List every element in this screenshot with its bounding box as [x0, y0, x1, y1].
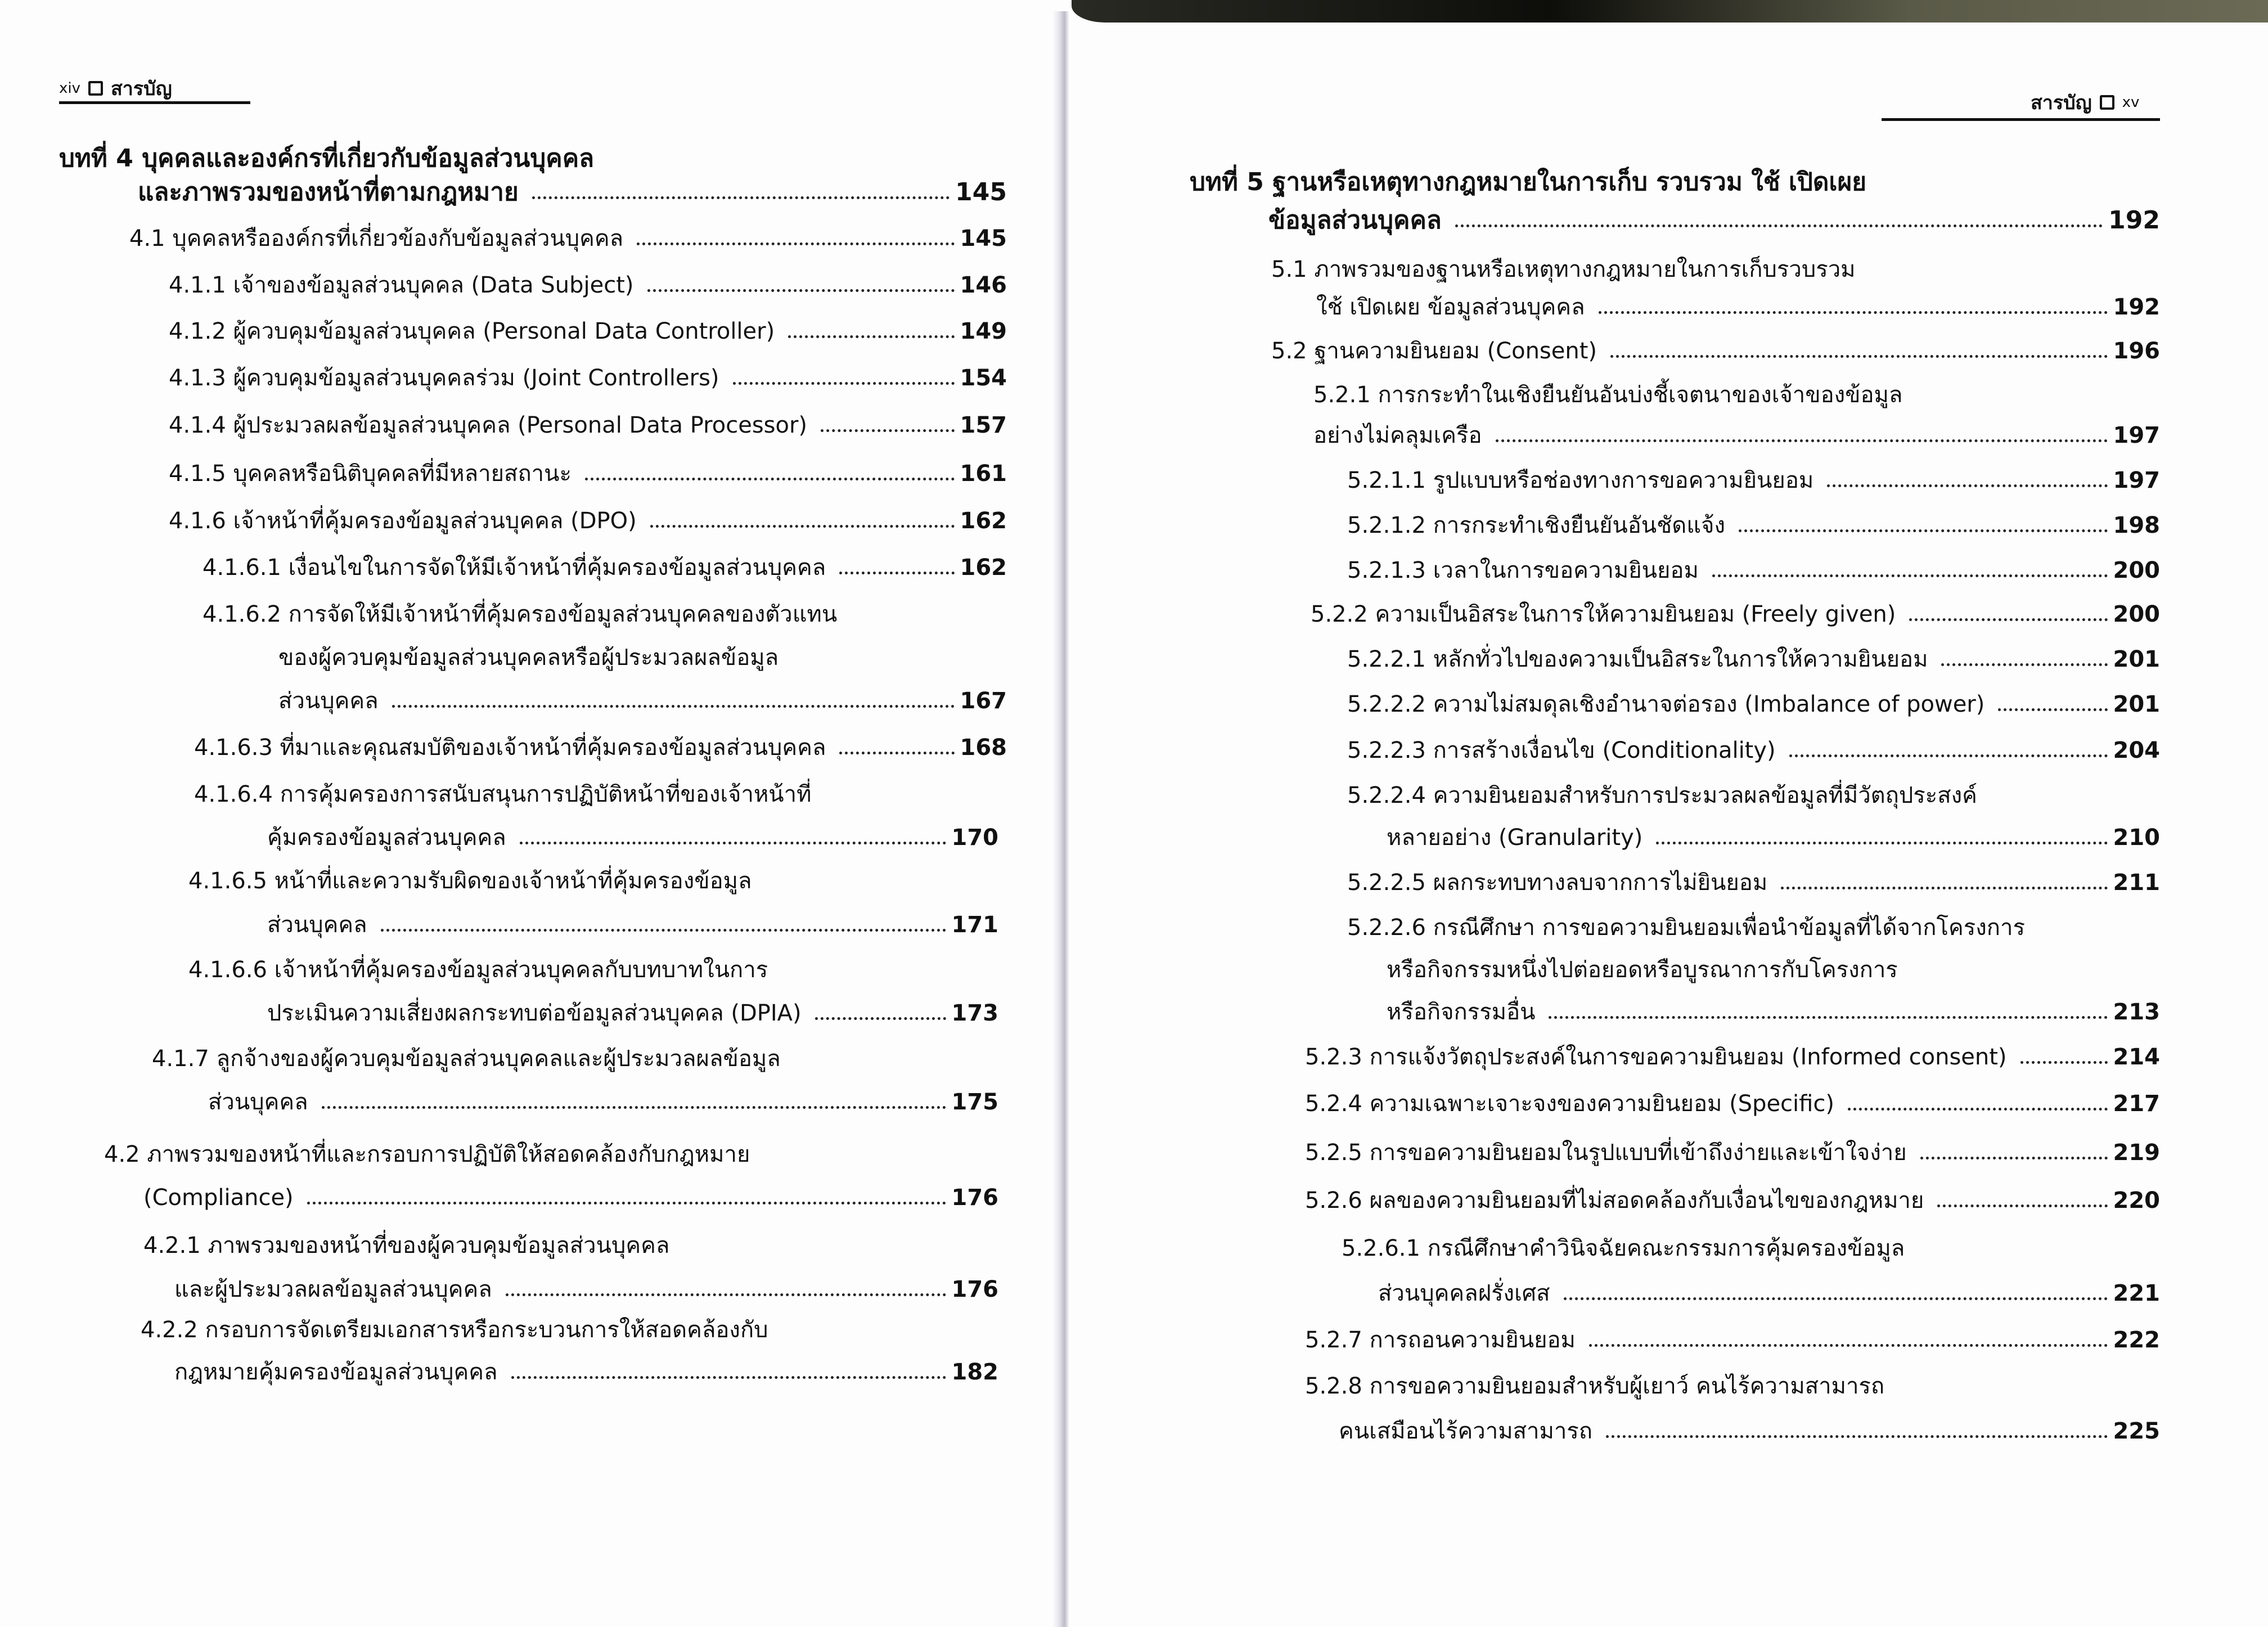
toc-entry-4-1-3[interactable]: 4.1.3 ผู้ควบคุมข้อมูลส่วนบุคคลร่วม (Joint Controllers) 154: [169, 365, 1007, 391]
toc-entry-4-2-2[interactable]: กฎหมายคุ้มครองข้อมูลส่วนบุคคล 182: [174, 1359, 998, 1385]
toc-entry-5-2-1-1[interactable]: 5.2.1.1 รูปแบบหรือช่องทางการขอความยินยอม 197: [1347, 468, 2160, 493]
toc-entry-5-2-2-6-line2: หรือกิจกรรมหนึ่งไปต่อยอดหรือบูรณาการกับโครงการ: [1387, 957, 1898, 983]
page-number: xv: [2122, 94, 2140, 111]
toc-entry-5-2-2[interactable]: 5.2.2 ความเป็นอิสระในการให้ความยินยอม (Freely given) 200: [1311, 601, 2160, 627]
page-ref: 200: [2113, 601, 2160, 627]
toc-entry-5-2-2-2[interactable]: 5.2.2.2 ความไม่สมดุลเชิงอำนาจต่อรอง (Imbalance of power) 201: [1347, 691, 2160, 717]
leader-dots: [1941, 663, 2107, 666]
toc-entry-5-2-6[interactable]: 5.2.6 ผลของความยินยอมที่ไม่สอดคล้องกับเงื่อนไขของกฎหมาย 220: [1305, 1188, 2160, 1213]
toc-entry-5-1-line1: 5.1 ภาพรวมของฐานหรือเหตุทางกฎหมายในการเก็บรวบรวม: [1271, 257, 1856, 282]
leader-dots: [1998, 708, 2107, 711]
page-ref: 198: [2113, 513, 2160, 538]
page-ref: 192: [2113, 294, 2160, 320]
leader-dots: [1781, 887, 2107, 889]
leader-dots: [1920, 1157, 2108, 1159]
page-ref: 182: [951, 1359, 998, 1385]
page-ref: 176: [951, 1185, 998, 1211]
toc-entry-4-1-5[interactable]: 4.1.5 บุคคลหรือนิติบุคคลที่มีหลายสถานะ 161: [169, 461, 1007, 487]
toc-entry-5-2-8-line1: 5.2.8 การขอความยินยอมสำหรับผู้เยาว์ คนไร้ความสามารถ: [1305, 1373, 1885, 1399]
page-ref: 171: [951, 912, 998, 938]
toc-entry-4-1-6-2-line1: 4.1.6.2 การจัดให้มีเจ้าหน้าที่คุ้มครองข้อมูลส่วนบุคคลของตัวแทน: [202, 601, 838, 627]
leader-dots: [322, 1106, 946, 1109]
page-ref: 213: [2113, 999, 2160, 1025]
scan-background-edge: [1072, 0, 2268, 23]
leader-dots: [1739, 529, 2108, 532]
page-ref: 157: [960, 412, 1007, 438]
toc-entry-5-2-1-3[interactable]: 5.2.1.3 เวลาในการขอความยินยอม 200: [1347, 558, 2160, 583]
toc-entry-5-2-6-1-line1: 5.2.6.1 กรณีศึกษาคำวินิจฉัยคณะกรรมการคุ้มครองข้อมูล: [1342, 1235, 1905, 1261]
leader-dots: [392, 705, 955, 708]
leader-dots: [1496, 439, 2108, 442]
toc-entry-5-2-2-4[interactable]: หลายอย่าง (Granularity) 210: [1387, 825, 2160, 851]
toc-entry-4-1[interactable]: 4.1 บุคคลหรือองค์กรที่เกี่ยวข้องกับข้อมูลส่วนบุคคล 145: [129, 226, 1007, 251]
toc-entry-5-2-2-6-line1: 5.2.2.6 กรณีศึกษา การขอความยินยอมเพื่อนำข้อมูลที่ได้จากโครงการ: [1347, 915, 2025, 941]
left-running-header: [59, 73, 172, 104]
toc-entry-5-1[interactable]: ใช้ เปิดเผย ข้อมูลส่วนบุคคล 192: [1316, 294, 2160, 320]
page-ref: 145: [955, 178, 1007, 206]
page-ref: 173: [951, 1000, 998, 1026]
toc-entry-4-1-6-2-line2: ของผู้ควบคุมข้อมูลส่วนบุคคลหรือผู้ประมวลผลข้อมูล: [278, 645, 779, 671]
toc-entry-4-1-6-4-line1: 4.1.6.4 การคุ้มครองการสนับสนุนการปฏิบัติหน้าที่ของเจ้าหน้าที่: [194, 781, 812, 807]
toc-entry-5-2-2-5[interactable]: 5.2.2.5 ผลกระทบทางลบจากการไม่ยินยอม 211: [1347, 870, 2160, 896]
leader-dots: [1909, 618, 2107, 621]
right-running-header: [2031, 87, 2139, 118]
page-ref: 170: [951, 825, 998, 851]
page-ref: 219: [2113, 1140, 2160, 1166]
page-ref: 221: [2113, 1280, 2160, 1306]
page-ref: 168: [960, 735, 1007, 761]
page-ref: 201: [2113, 646, 2160, 672]
page-ref: 162: [960, 508, 1007, 534]
leader-dots: [1610, 355, 2107, 358]
toc-entry-4-1-6-5[interactable]: ส่วนบุคคล 171: [267, 912, 998, 938]
leader-dots: [532, 196, 950, 199]
leader-dots: [821, 429, 954, 432]
page-ref: 211: [2113, 870, 2160, 896]
leader-dots: [733, 382, 955, 385]
toc-entry-4-2-2-line1: 4.2.2 กรอบการจัดเตรียมเอกสารหรือกระบวนการให้สอดคล้องกับ: [141, 1317, 768, 1343]
toc-entry-ch4-line1: บทที่ 4 บุคคลและองค์กรที่เกี่ยวกับข้อมูลส่วนบุคคล: [59, 144, 595, 173]
leader-dots: [788, 335, 954, 338]
toc-entry-4-1-6-3[interactable]: 4.1.6.3 ที่มาและคุณสมบัติของเจ้าหน้าที่คุ้มครองข้อมูลส่วนบุคคล 168: [194, 735, 1007, 761]
page-ref: 220: [2113, 1188, 2160, 1213]
toc-entry-ch5-line1: บทที่ 5 ฐานหรือเหตุทางกฎหมายในการเก็บ รวบรวม ใช้ เปิดเผย: [1190, 168, 1867, 196]
toc-entry-4-1-7-line1: 4.1.7 ลูกจ้างของผู้ควบคุมข้อมูลส่วนบุคคลและผู้ประมวลผลข้อมูล: [152, 1046, 781, 1072]
leader-dots: [307, 1202, 946, 1204]
toc-entry-5-2-5[interactable]: 5.2.5 การขอความยินยอมในรูปแบบที่เข้าถึงง่ายและเข้าใจง่าย 219: [1305, 1140, 2160, 1166]
toc-entry-4-1-6-6-line1: 4.1.6.6 เจ้าหน้าที่คุ้มครองข้อมูลส่วนบุคคลกับบทบาทในการ: [188, 957, 768, 983]
page-ref: 167: [960, 688, 1007, 714]
book-gutter: [1052, 11, 1069, 1627]
toc-entry-4-1-7[interactable]: ส่วนบุคคล 175: [208, 1089, 998, 1115]
toc-entry-4-2-1-line1: 4.2.1 ภาพรวมของหน้าที่ของผู้ควบคุมข้อมูลส่วนบุคคล: [143, 1233, 670, 1259]
page-ref: 201: [2113, 691, 2160, 717]
toc-entry-4-2[interactable]: (Compliance) 176: [143, 1185, 998, 1211]
toc-entry-4-1-6-5-line1: 4.1.6.5 หน้าที่และความรับผิดของเจ้าหน้าที่คุ้มครองข้อมูล: [188, 868, 752, 894]
header-title: สารบัญ: [2031, 92, 2092, 114]
page-ref: 154: [960, 365, 1007, 391]
page-ref: 225: [2113, 1418, 2160, 1444]
leader-dots: [1606, 1435, 2108, 1438]
toc-entry-5-2-2-4-line1: 5.2.2.4 ความยินยอมสำหรับการประมวลผลข้อมูลที่มีวัตถุประสงค์: [1347, 783, 1977, 808]
leader-dots: [1564, 1297, 2108, 1300]
toc-entry-5-2-7[interactable]: 5.2.7 การถอนความยินยอม 222: [1305, 1327, 2160, 1353]
page-ref: 162: [960, 555, 1007, 581]
leader-dots: [585, 478, 955, 480]
toc-entry-4-1-6-6[interactable]: ประเมินความเสี่ยงผลกระทบต่อข้อมูลส่วนบุคคล (DPIA) 173: [267, 1000, 998, 1026]
leader-dots: [2020, 1061, 2108, 1064]
leader-dots: [381, 929, 946, 932]
leader-dots: [1589, 1344, 2108, 1347]
leader-dots: [1712, 574, 2108, 577]
page-ref: 161: [960, 461, 1007, 487]
leader-dots: [1549, 1016, 2107, 1019]
page-ref: 214: [2113, 1044, 2160, 1070]
toc-entry-5-2-8[interactable]: คนเสมือนไร้ความสามารถ 225: [1339, 1418, 2160, 1444]
page-ref: 175: [951, 1089, 998, 1115]
page-ref: 204: [2113, 738, 2160, 763]
toc-entry-4-1-6-1[interactable]: 4.1.6.1 เงื่อนไขในการจัดให้มีเจ้าหน้าที่คุ้มครองข้อมูลส่วนบุคคล 162: [202, 555, 1007, 581]
toc-entry-5-2-6-1[interactable]: ส่วนบุคคลฝรั่งเศส 221: [1378, 1280, 2160, 1306]
header-rule: [59, 101, 250, 104]
leader-dots: [839, 572, 954, 574]
leader-dots: [815, 1017, 946, 1020]
header-title: สารบัญ: [111, 78, 172, 100]
leader-dots: [650, 525, 955, 528]
toc-entry-4-1-2[interactable]: 4.1.2 ผู้ควบคุมข้อมูลส่วนบุคคล (Personal Data Controller) 149: [169, 318, 1007, 344]
toc-entry-5-2-2-3[interactable]: 5.2.2.3 การสร้างเงื่อนไข (Conditionality) 204: [1347, 738, 2160, 763]
page-ref: 200: [2113, 558, 2160, 583]
leader-dots: [1848, 1108, 2108, 1111]
leader-dots: [506, 1293, 946, 1296]
toc-entry-4-1-6-2[interactable]: ส่วนบุคคล 167: [278, 688, 1007, 714]
page-number: xiv: [59, 80, 80, 97]
leader-dots: [637, 242, 954, 245]
leader-dots: [1937, 1204, 2107, 1207]
page-ref: 196: [2113, 338, 2160, 364]
page-ref: 210: [2113, 825, 2160, 851]
toc-entry-ch5[interactable]: ข้อมูลส่วนบุคคล 192: [1268, 206, 2160, 235]
toc-entry-4-1-4[interactable]: 4.1.4 ผู้ประมวลผลข้อมูลส่วนบุคคล (Personal Data Processor) 157: [169, 412, 1007, 438]
toc-entry-5-2-1-line1: 5.2.1 การกระทำในเชิงยืนยันอันบ่งชี้เจตนาของเจ้าของข้อมูล: [1313, 382, 1903, 408]
page-ref: 145: [960, 226, 1007, 251]
leader-dots: [1656, 842, 2107, 844]
leader-dots: [1599, 311, 2108, 314]
page-ref: 146: [960, 272, 1007, 298]
leader-dots: [1789, 754, 2108, 757]
page-ref: 176: [951, 1277, 998, 1302]
leader-dots: [1827, 484, 2107, 487]
toc-entry-5-2-1-2[interactable]: 5.2.1.2 การกระทำเชิงยืนยันอันชัดแจ้ง 198: [1347, 513, 2160, 538]
toc-entry-4-2-1[interactable]: และผู้ประมวลผลข้อมูลส่วนบุคคล 176: [174, 1277, 998, 1302]
toc-entry-ch4[interactable]: และภาพรวมของหน้าที่ตามกฎหมาย 145: [138, 178, 1007, 206]
toc-entry-5-2-2-1[interactable]: 5.2.2.1 หลักทั่วไปของความเป็นอิสระในการให้ความยินยอม 201: [1347, 646, 2160, 672]
page-ref: 197: [2113, 468, 2160, 493]
toc-entry-5-2-2-6[interactable]: หรือกิจกรรมอื่น 213: [1387, 999, 2160, 1025]
leader-dots: [647, 289, 955, 292]
leader-dots: [520, 842, 946, 844]
toc-entry-4-1-1[interactable]: 4.1.1 เจ้าของข้อมูลส่วนบุคคล (Data Subject) 146: [169, 272, 1007, 298]
toc-entry-5-2-3[interactable]: 5.2.3 การแจ้งวัตถุประสงค์ในการขอความยินยอม (Informed consent) 214: [1305, 1044, 2160, 1070]
square-box-icon: [2100, 95, 2114, 110]
page-ref: 222: [2113, 1327, 2160, 1353]
header-rule: [1882, 118, 2160, 121]
leader-dots: [839, 752, 954, 754]
toc-entry-4-2-line1: 4.2 ภาพรวมของหน้าที่และกรอบการปฏิบัติให้สอดคล้องกับกฎหมาย: [104, 1141, 750, 1167]
toc-entry-5-2-1[interactable]: อย่างไม่คลุมเครือ 197: [1313, 423, 2160, 448]
toc-entry-4-1-6[interactable]: 4.1.6 เจ้าหน้าที่คุ้มครองข้อมูลส่วนบุคคล (DPO) 162: [169, 508, 1007, 534]
leader-dots: [1455, 224, 2103, 227]
page-ref: 192: [2108, 206, 2160, 235]
leader-dots: [511, 1376, 946, 1379]
page-ref: 217: [2113, 1091, 2160, 1117]
page-ref: 149: [960, 318, 1007, 344]
toc-entry-5-2[interactable]: 5.2 ฐานความยินยอม (Consent) 196: [1271, 338, 2160, 364]
square-box-icon: [88, 81, 103, 96]
page-ref: 197: [2113, 423, 2160, 448]
toc-entry-4-1-6-4[interactable]: คุ้มครองข้อมูลส่วนบุคคล 170: [267, 825, 998, 851]
toc-entry-5-2-4[interactable]: 5.2.4 ความเฉพาะเจาะจงของความยินยอม (Specific) 217: [1305, 1091, 2160, 1117]
